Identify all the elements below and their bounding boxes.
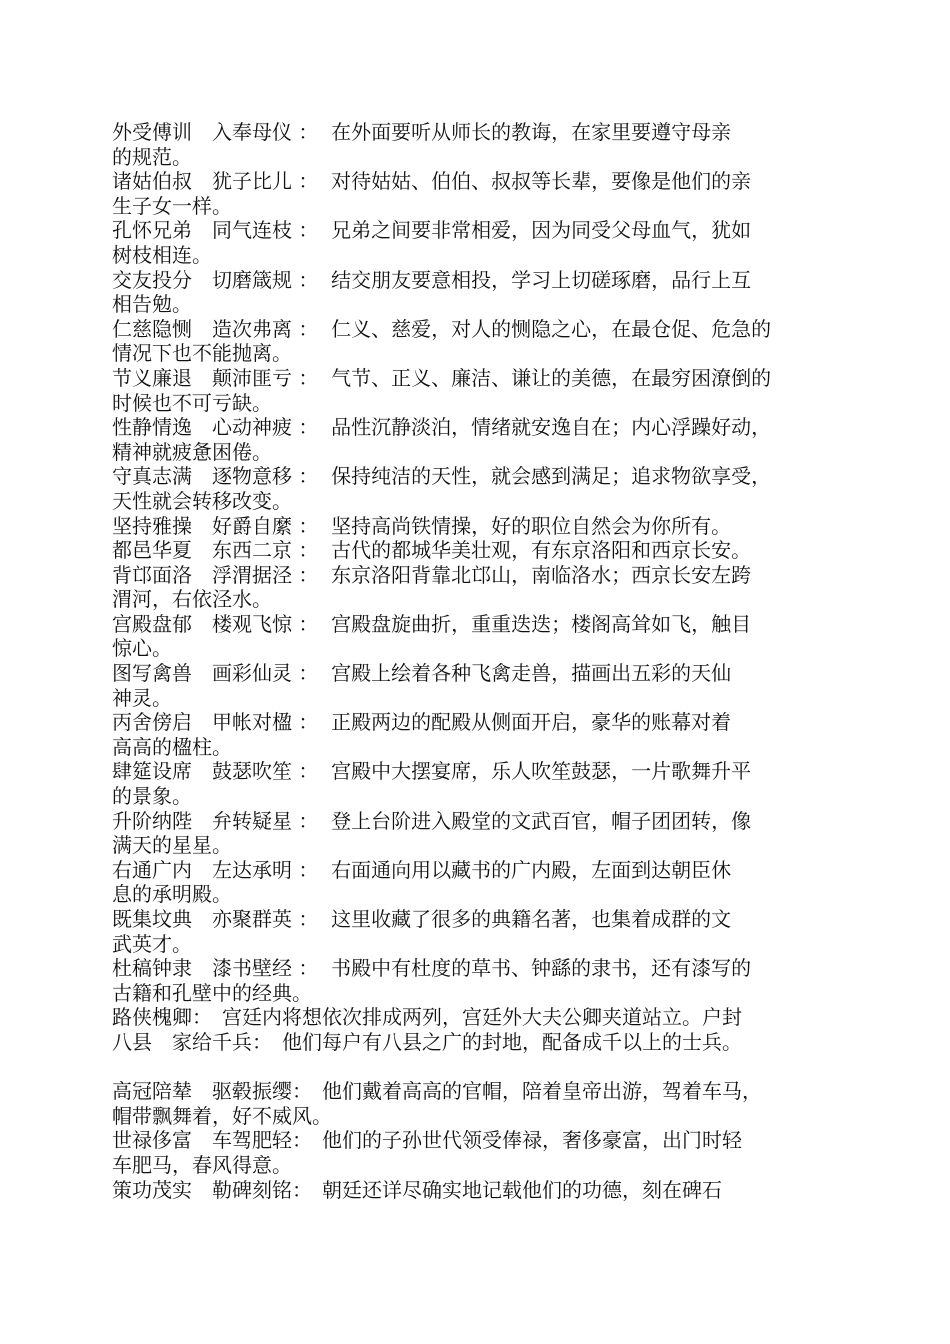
text-line: 丙舍傍启 甲帐对楹 ： 正殿两边的配殿从侧面开启，豪华的账幕对着: [112, 710, 732, 735]
document-page: [112, 120, 812, 1202]
text-line: 渭河，右依泾水。: [112, 587, 272, 612]
text-line: 帽带飘舞着，好不威风。: [112, 1103, 332, 1128]
text-line: 神灵。: [112, 685, 172, 710]
text-line: 既集坟典 亦聚群英 ： 这里收藏了很多的典籍名著，也集着成群的文: [112, 907, 732, 931]
text-line: 升阶纳陛 弁转疑星 ： 登上台阶进入殿堂的文武百官，帽子团团转，像: [112, 808, 752, 833]
text-line: 策功茂实 勒碑刻铭： 朝廷还详尽确实地记载他们的功德，刻在碑石: [112, 1177, 722, 1202]
text-line: 背邙面洛 浮渭据泾 ： 东京洛阳背靠北邙山，南临洛水；西京长安左跨: [112, 562, 752, 587]
text-line: 诸姑伯叔 犹子比儿 ： 对待姑姑、伯伯、叔叔等长辈，要像是他们的亲: [112, 169, 752, 194]
text-line: 树枝相连。: [112, 242, 212, 267]
text-line: 八县 家给千兵： 他们每户有八县之广的封地，配备成千以上的士兵。: [112, 1029, 742, 1054]
text-line: 节义廉退 颠沛匪亏 ： 气节、正义、廉洁、谦让的美德，在最穷困潦倒的: [112, 365, 772, 390]
text-line: 古籍和孔壁中的经典。: [112, 980, 312, 1005]
text-line: 肆筵设席 鼓瑟吹笙 ： 宫殿中大摆宴席，乐人吹笙鼓瑟，一片歌舞升平: [112, 759, 752, 784]
text-line: 世禄侈富 车驾肥轻： 他们的子孙世代领受俸禄，奢侈豪富，出门时轻: [112, 1128, 742, 1153]
text-line: 宫殿盘郁 楼观飞惊 ： 宫殿盘旋曲折，重重迭迭；楼阁高耸如飞，触目: [112, 611, 752, 636]
text-line: 的景象。: [112, 784, 192, 809]
text-line: 杜稿钟隶 漆书壁经 ： 书殿中有杜度的草书、钟繇的隶书，还有漆写的: [112, 956, 752, 981]
text-line: 性静情逸 心动神疲 ： 品性沉静淡泊，情绪就安逸自在；内心浮躁好动，: [112, 415, 772, 440]
text-line: 外受傅训 入奉母仪 ： 在外面要听从师长的教诲，在家里要遵守母亲: [112, 120, 732, 144]
text-line: 都邑华夏 东西二京 ： 古代的都城华美壮观，有东京洛阳和西京长安。: [112, 538, 752, 563]
text-line: 路侠槐卿： 宫廷内将想依次排成两列，宫廷外大夫公卿夹道站立。户封: [112, 1005, 742, 1030]
text-line: 天性就会转移改变。: [112, 488, 292, 513]
text-line: 孔怀兄弟 同气连枝 ： 兄弟之间要非常相爱，因为同受父母血气，犹如: [112, 218, 752, 243]
text-line: 的规范。: [112, 144, 192, 169]
text-line: 右通广内 左达承明 ： 右面通向用以藏书的广内殿，左面到达朝臣休: [112, 857, 732, 882]
blank-line: [112, 1055, 812, 1080]
text-line: 生子女一样。: [112, 193, 232, 218]
text-line: 情况下也不能抛离。: [112, 341, 292, 366]
text-line: 仁慈隐恻 造次弗离 ： 仁义、慈爱，对人的恻隐之心，在最仓促、危急的: [112, 316, 772, 341]
text-line: 坚持雅操 好爵自縻 ： 坚持高尚铁情操，好的职位自然会为你所有。: [112, 513, 732, 538]
text-line: 惊心。: [112, 636, 172, 661]
text-line: 图写禽兽 画彩仙灵 ： 宫殿上绘着各种飞禽走兽，描画出五彩的天仙: [112, 661, 732, 686]
text-line: 息的承明殿。: [112, 882, 232, 907]
text-line: 精神就疲惫困倦。: [112, 439, 272, 464]
text-line: 守真志满 逐物意移 ： 保持纯洁的天性，就会感到满足；追求物欲享受，: [112, 464, 772, 489]
text-line: 高冠陪辇 驱毂振缨： 他们戴着高高的官帽，陪着皇帝出游，驾着车马，: [112, 1079, 762, 1104]
text-line: 武英才。: [112, 931, 192, 956]
text-line: 交友投分 切磨箴规 ： 结交朋友要意相投，学习上切磋琢磨，品行上互: [112, 267, 752, 292]
text-line: 满天的星星。: [112, 833, 232, 858]
text-line: 车肥马，春风得意。: [112, 1152, 292, 1177]
text-line: 高高的楹柱。: [112, 734, 232, 759]
text-line: 时候也不可亏缺。: [112, 390, 272, 415]
text-line: 相告勉。: [112, 292, 192, 317]
